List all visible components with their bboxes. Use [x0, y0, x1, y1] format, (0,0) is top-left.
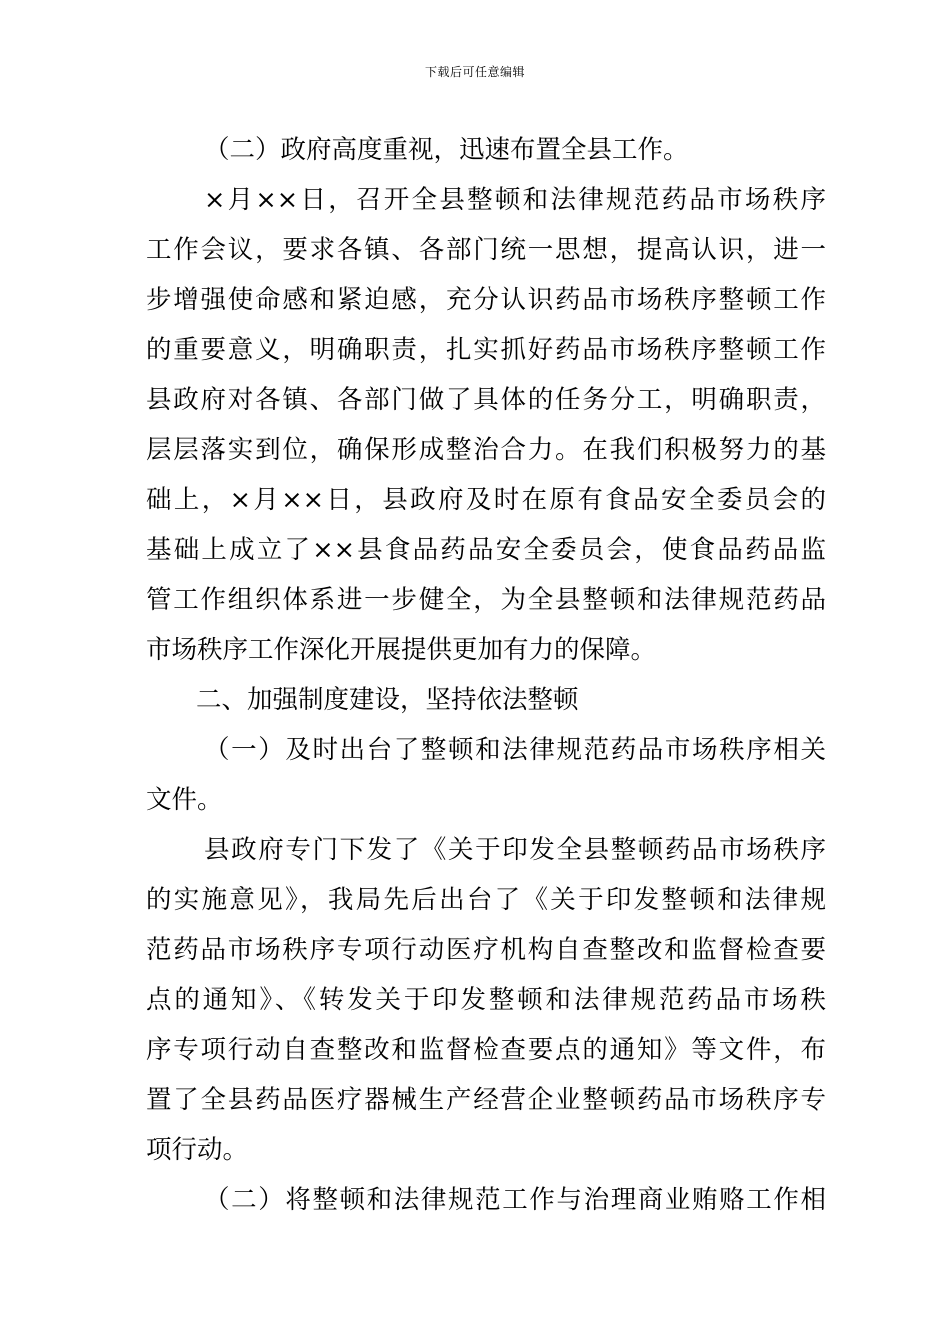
page-header: 下载后可任意编辑: [424, 65, 525, 79]
paragraph-line: 项行动。: [146, 1135, 249, 1165]
paragraph-line: 县政府对各镇、各部门做了具体的任务分工，明确职责，: [146, 385, 826, 415]
section-heading: 二、加强制度建设，坚持依法整顿: [196, 685, 579, 715]
paragraph-line: 县政府专门下发了《关于印发全县整顿药品市场秩序: [204, 835, 826, 865]
paragraph-line: 层层落实到位，确保形成整治合力。在我们积极努力的基: [146, 435, 826, 465]
paragraph-line: 置了全县药品医疗器械生产经营企业整顿药品市场秩序专: [146, 1085, 826, 1115]
paragraph-line: 点的通知》、《转发关于印发整顿和法律规范药品市场秩: [146, 985, 826, 1015]
paragraph-line: 步增强使命感和紧迫感，充分认识药品市场秩序整顿工作: [146, 285, 826, 315]
paragraph-line: 管工作组织体系进一步健全，为全县整顿和法律规范药品: [146, 585, 826, 615]
paragraph-line: 文件。: [146, 785, 223, 815]
paragraph-line: 序专项行动自查整改和监督检查要点的通知》等文件，布: [146, 1035, 826, 1065]
paragraph-line: 础上，×月××日，县政府及时在原有食品安全委员会的: [146, 485, 826, 515]
paragraph-line: 范药品市场秩序专项行动医疗机构自查整改和监督检查要: [146, 935, 826, 965]
paragraph-line: 市场秩序工作深化开展提供更加有力的保障。: [146, 635, 657, 665]
subsection-heading: （二）将整顿和法律规范工作与治理商业贿赂工作相: [204, 1185, 826, 1215]
paragraph-line: 的重要意义，明确职责，扎实抓好药品市场秩序整顿工作: [146, 335, 826, 365]
section-heading-2: （二）政府高度重视，迅速布置全县工作。: [204, 135, 689, 165]
paragraph-line: 的实施意见》，我局先后出台了《关于印发整顿和法律规: [146, 885, 826, 915]
subsection-heading: （一）及时出台了整顿和法律规范药品市场秩序相关: [204, 735, 826, 765]
paragraph-line: 基础上成立了××县食品药品安全委员会，使食品药品监: [146, 535, 826, 565]
paragraph-line: ×月××日，召开全县整顿和法律规范药品市场秩序: [204, 185, 826, 215]
paragraph-line: 工作会议，要求各镇、各部门统一思想，提高认识，进一: [146, 235, 826, 265]
